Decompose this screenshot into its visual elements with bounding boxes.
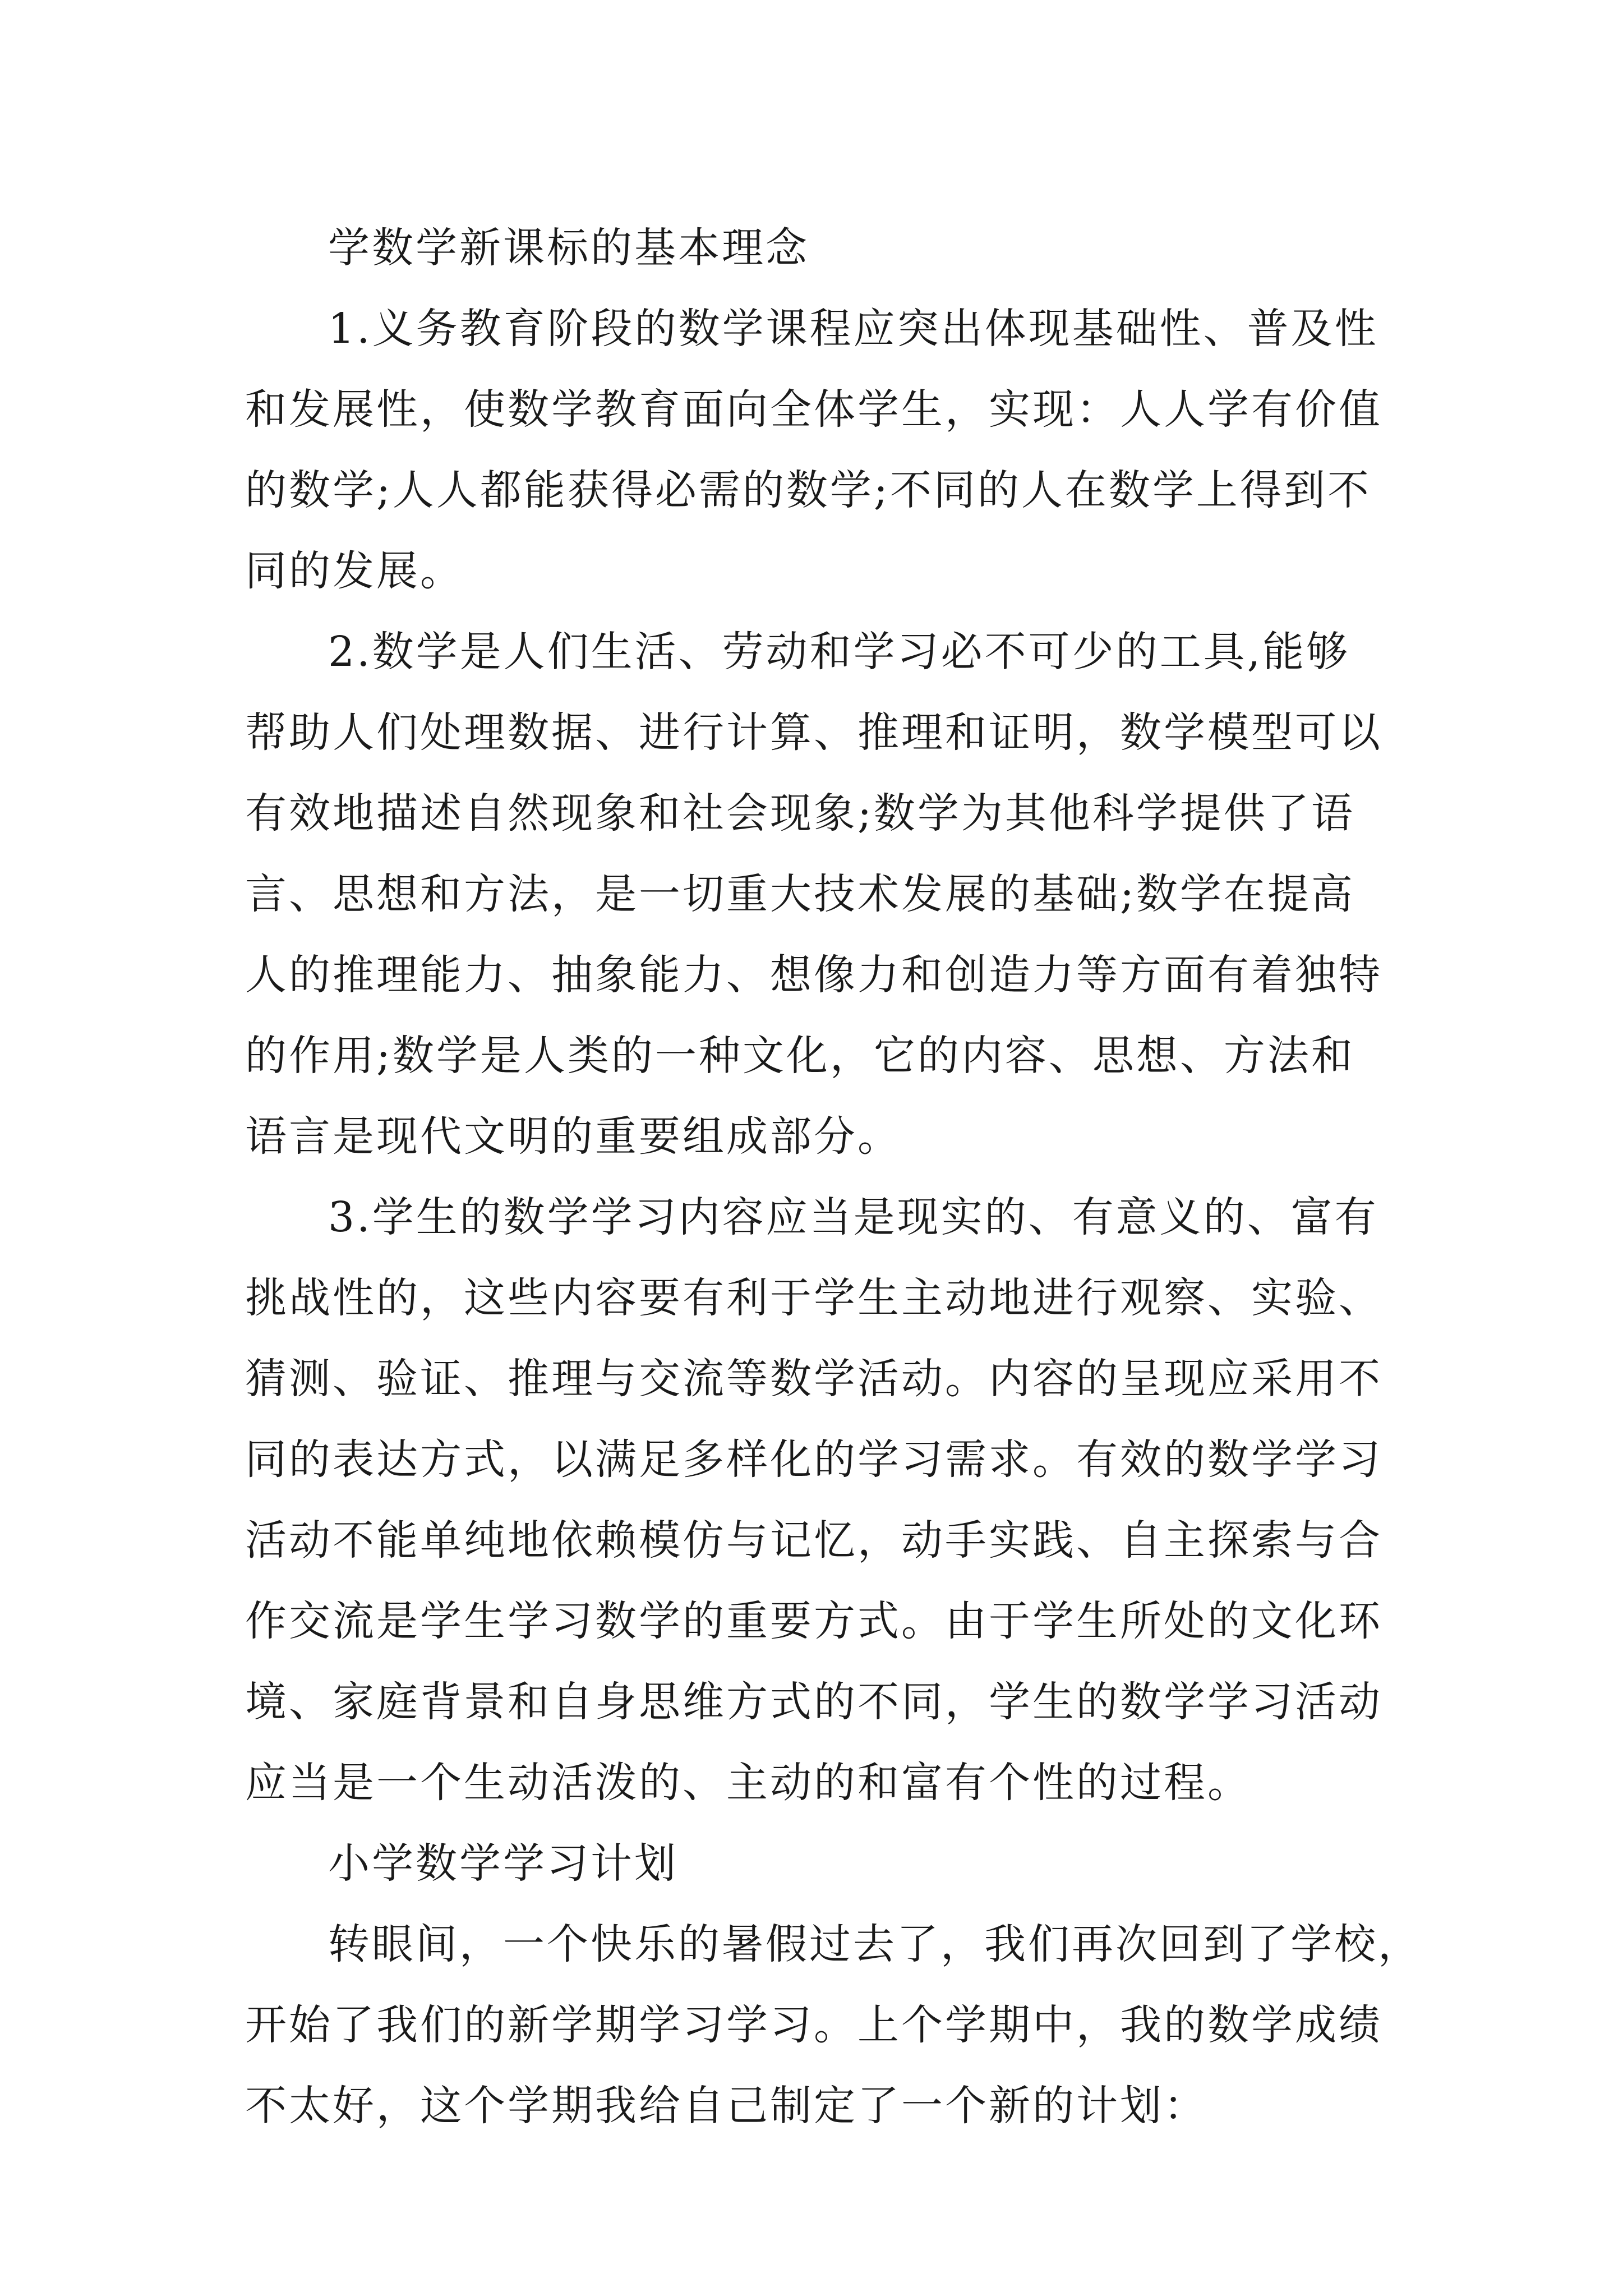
text-line: 活动不能单纯地依赖模仿与记忆，动手实践、自主探索与合 (245, 1516, 1382, 1565)
text-line: 人的推理能力、抽象能力、想像力和创造力等方面有着独特 (245, 951, 1382, 999)
text-line: 和发展性，使数学教育面向全体学生，实现：人人学有价值 (245, 385, 1382, 434)
text-line: 语言是现代文明的重要组成部分。 (245, 1112, 901, 1161)
section-heading: 学数学新课标的基本理念 (328, 224, 809, 272)
text-line: 猜测、验证、推理与交流等数学活动。内容的呈现应采用不 (245, 1355, 1382, 1403)
text-line: 开始了我们的新学期学习学习。上个学期中，我的数学成绩 (245, 2001, 1382, 2049)
text-line: 帮助人们处理数据、进行计算、推理和证明，数学模型可以 (245, 708, 1382, 757)
text-line: 1.义务教育阶段的数学课程应突出体现基础性、普及性 (328, 305, 1378, 353)
text-line: 言、思想和方法，是一切重大技术发展的基础;数学在提高 (245, 870, 1355, 918)
text-line: 同的表达方式，以满足多样化的学习需求。有效的数学学习 (245, 1435, 1382, 1484)
text-line: 同的发展。 (245, 547, 464, 595)
text-line: 作交流是学生学习数学的重要方式。由于学生所处的文化环 (245, 1597, 1382, 1645)
text-line: 的数学;人人都能获得必需的数学;不同的人在数学上得到不 (245, 466, 1371, 514)
text-line: 有效地描述自然现象和社会现象;数学为其他科学提供了语 (245, 789, 1355, 838)
text-line: 境、家庭背景和自身思维方式的不同，学生的数学学习活动 (245, 1678, 1382, 1726)
text-line: 转眼间，一个快乐的暑假过去了，我们再次回到了学校， (328, 1920, 1422, 1968)
document-body (245, 208, 1422, 2146)
text-line: 挑战性的，这些内容要有利于学生主动地进行观察、实验、 (245, 1274, 1382, 1322)
text-line: 应当是一个生动活泼的、主动的和富有个性的过程。 (245, 1759, 1251, 1807)
text-line: 不太好，这个学期我给自己制定了一个新的计划： (245, 2082, 1207, 2130)
text-line: 3.学生的数学学习内容应当是现实的、有意义的、富有 (328, 1193, 1378, 1241)
section-heading: 小学数学学习计划 (328, 1839, 678, 1888)
text-line: 的作用;数学是人类的一种文化，它的内容、思想、方法和 (245, 1032, 1355, 1080)
text-line: 2.数学是人们生活、劳动和学习必不可少的工具,能够 (328, 628, 1350, 676)
